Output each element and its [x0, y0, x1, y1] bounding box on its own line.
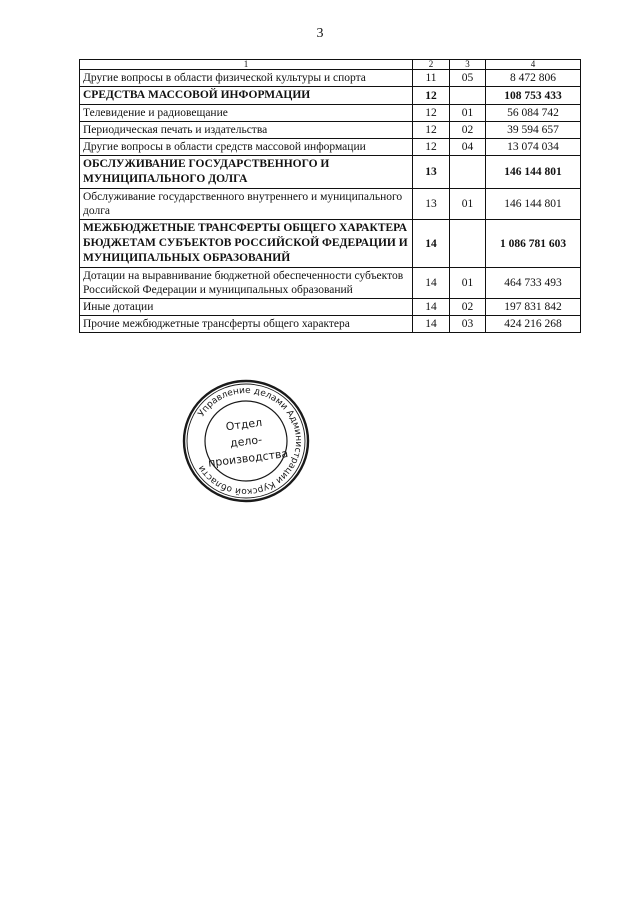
stamp-center-text — [175, 372, 317, 511]
row-section-code: 12 — [413, 139, 450, 156]
row-name: Обслуживание государственного внутреннего и муниципального долга — [80, 189, 413, 220]
row-name: СРЕДСТВА МАССОВОЙ ИНФОРМАЦИИ — [80, 87, 413, 105]
row-amount: 39 594 657 — [486, 122, 581, 139]
office-stamp — [182, 379, 310, 503]
stamp-line: дело- — [229, 432, 263, 450]
row-amount: 1 086 781 603 — [486, 220, 581, 268]
table-row — [80, 105, 581, 122]
row-section-code: 11 — [413, 70, 450, 87]
table-row — [80, 139, 581, 156]
row-amount: 108 753 433 — [486, 87, 581, 105]
table-row — [80, 316, 581, 333]
table-row — [80, 70, 581, 87]
row-amount: 464 733 493 — [486, 268, 581, 299]
row-amount: 8 472 806 — [486, 70, 581, 87]
row-subsection-code: 03 — [450, 316, 486, 333]
row-name: Телевидение и радиовещание — [80, 105, 413, 122]
row-amount: 146 144 801 — [486, 156, 581, 189]
table-row — [80, 87, 581, 105]
row-name: Периодическая печать и издательства — [80, 122, 413, 139]
row-name: Иные дотации — [80, 299, 413, 316]
header-col-3: 3 — [450, 60, 486, 70]
row-subsection-code: 01 — [450, 268, 486, 299]
row-amount: 146 144 801 — [486, 189, 581, 220]
page-number: 3 — [316, 26, 324, 41]
row-name: Другие вопросы в области физической культуры и спорта — [80, 70, 413, 87]
row-amount: 13 074 034 — [486, 139, 581, 156]
row-section-code: 14 — [413, 220, 450, 268]
row-amount: 56 084 742 — [486, 105, 581, 122]
row-name: ОБСЛУЖИВАНИЕ ГОСУДАРСТВЕННОГО И МУНИЦИПАЛЬНОГО ДОЛГА — [80, 156, 413, 189]
header-col-2: 2 — [413, 60, 450, 70]
row-subsection-code — [450, 156, 486, 189]
table-row — [80, 189, 581, 220]
row-section-code: 14 — [413, 299, 450, 316]
budget-table — [79, 59, 581, 333]
table-row — [80, 299, 581, 316]
row-section-code: 14 — [413, 268, 450, 299]
table-header-row — [80, 60, 581, 70]
stamp-line: Отдел — [225, 415, 263, 433]
row-section-code: 12 — [413, 87, 450, 105]
row-name: Дотации на выравнивание бюджетной обеспеченности субъектов Российской Федерации и муниципальных образований — [80, 268, 413, 299]
row-subsection-code: 02 — [450, 299, 486, 316]
row-subsection-code: 02 — [450, 122, 486, 139]
row-section-code: 14 — [413, 316, 450, 333]
stamp-line: производства — [207, 446, 289, 470]
table-row — [80, 220, 581, 268]
row-amount: 197 831 842 — [486, 299, 581, 316]
row-section-code: 13 — [413, 156, 450, 189]
row-subsection-code: 01 — [450, 105, 486, 122]
row-subsection-code: 01 — [450, 189, 486, 220]
row-name: Другие вопросы в области средств массовой информации — [80, 139, 413, 156]
row-subsection-code: 05 — [450, 70, 486, 87]
table-row — [80, 268, 581, 299]
row-section-code: 13 — [413, 189, 450, 220]
row-subsection-code — [450, 87, 486, 105]
row-subsection-code — [450, 220, 486, 268]
row-name: Прочие межбюджетные трансферты общего характера — [80, 316, 413, 333]
row-amount: 424 216 268 — [486, 316, 581, 333]
row-section-code: 12 — [413, 105, 450, 122]
row-subsection-code: 04 — [450, 139, 486, 156]
row-section-code: 12 — [413, 122, 450, 139]
stamp-ring-text: Управление делами Администрации Курской области — [196, 385, 304, 497]
table-row — [80, 156, 581, 189]
header-col-4: 4 — [486, 60, 581, 70]
table-row — [80, 122, 581, 139]
row-name: МЕЖБЮДЖЕТНЫЕ ТРАНСФЕРТЫ ОБЩЕГО ХАРАКТЕРА БЮДЖЕТАМ СУБЪЕКТОВ РОССИЙСКОЙ ФЕДЕРАЦИИ И МУНИЦИПАЛЬНЫХ ОБРАЗОВАНИЙ — [80, 220, 413, 268]
header-col-1: 1 — [80, 60, 413, 70]
